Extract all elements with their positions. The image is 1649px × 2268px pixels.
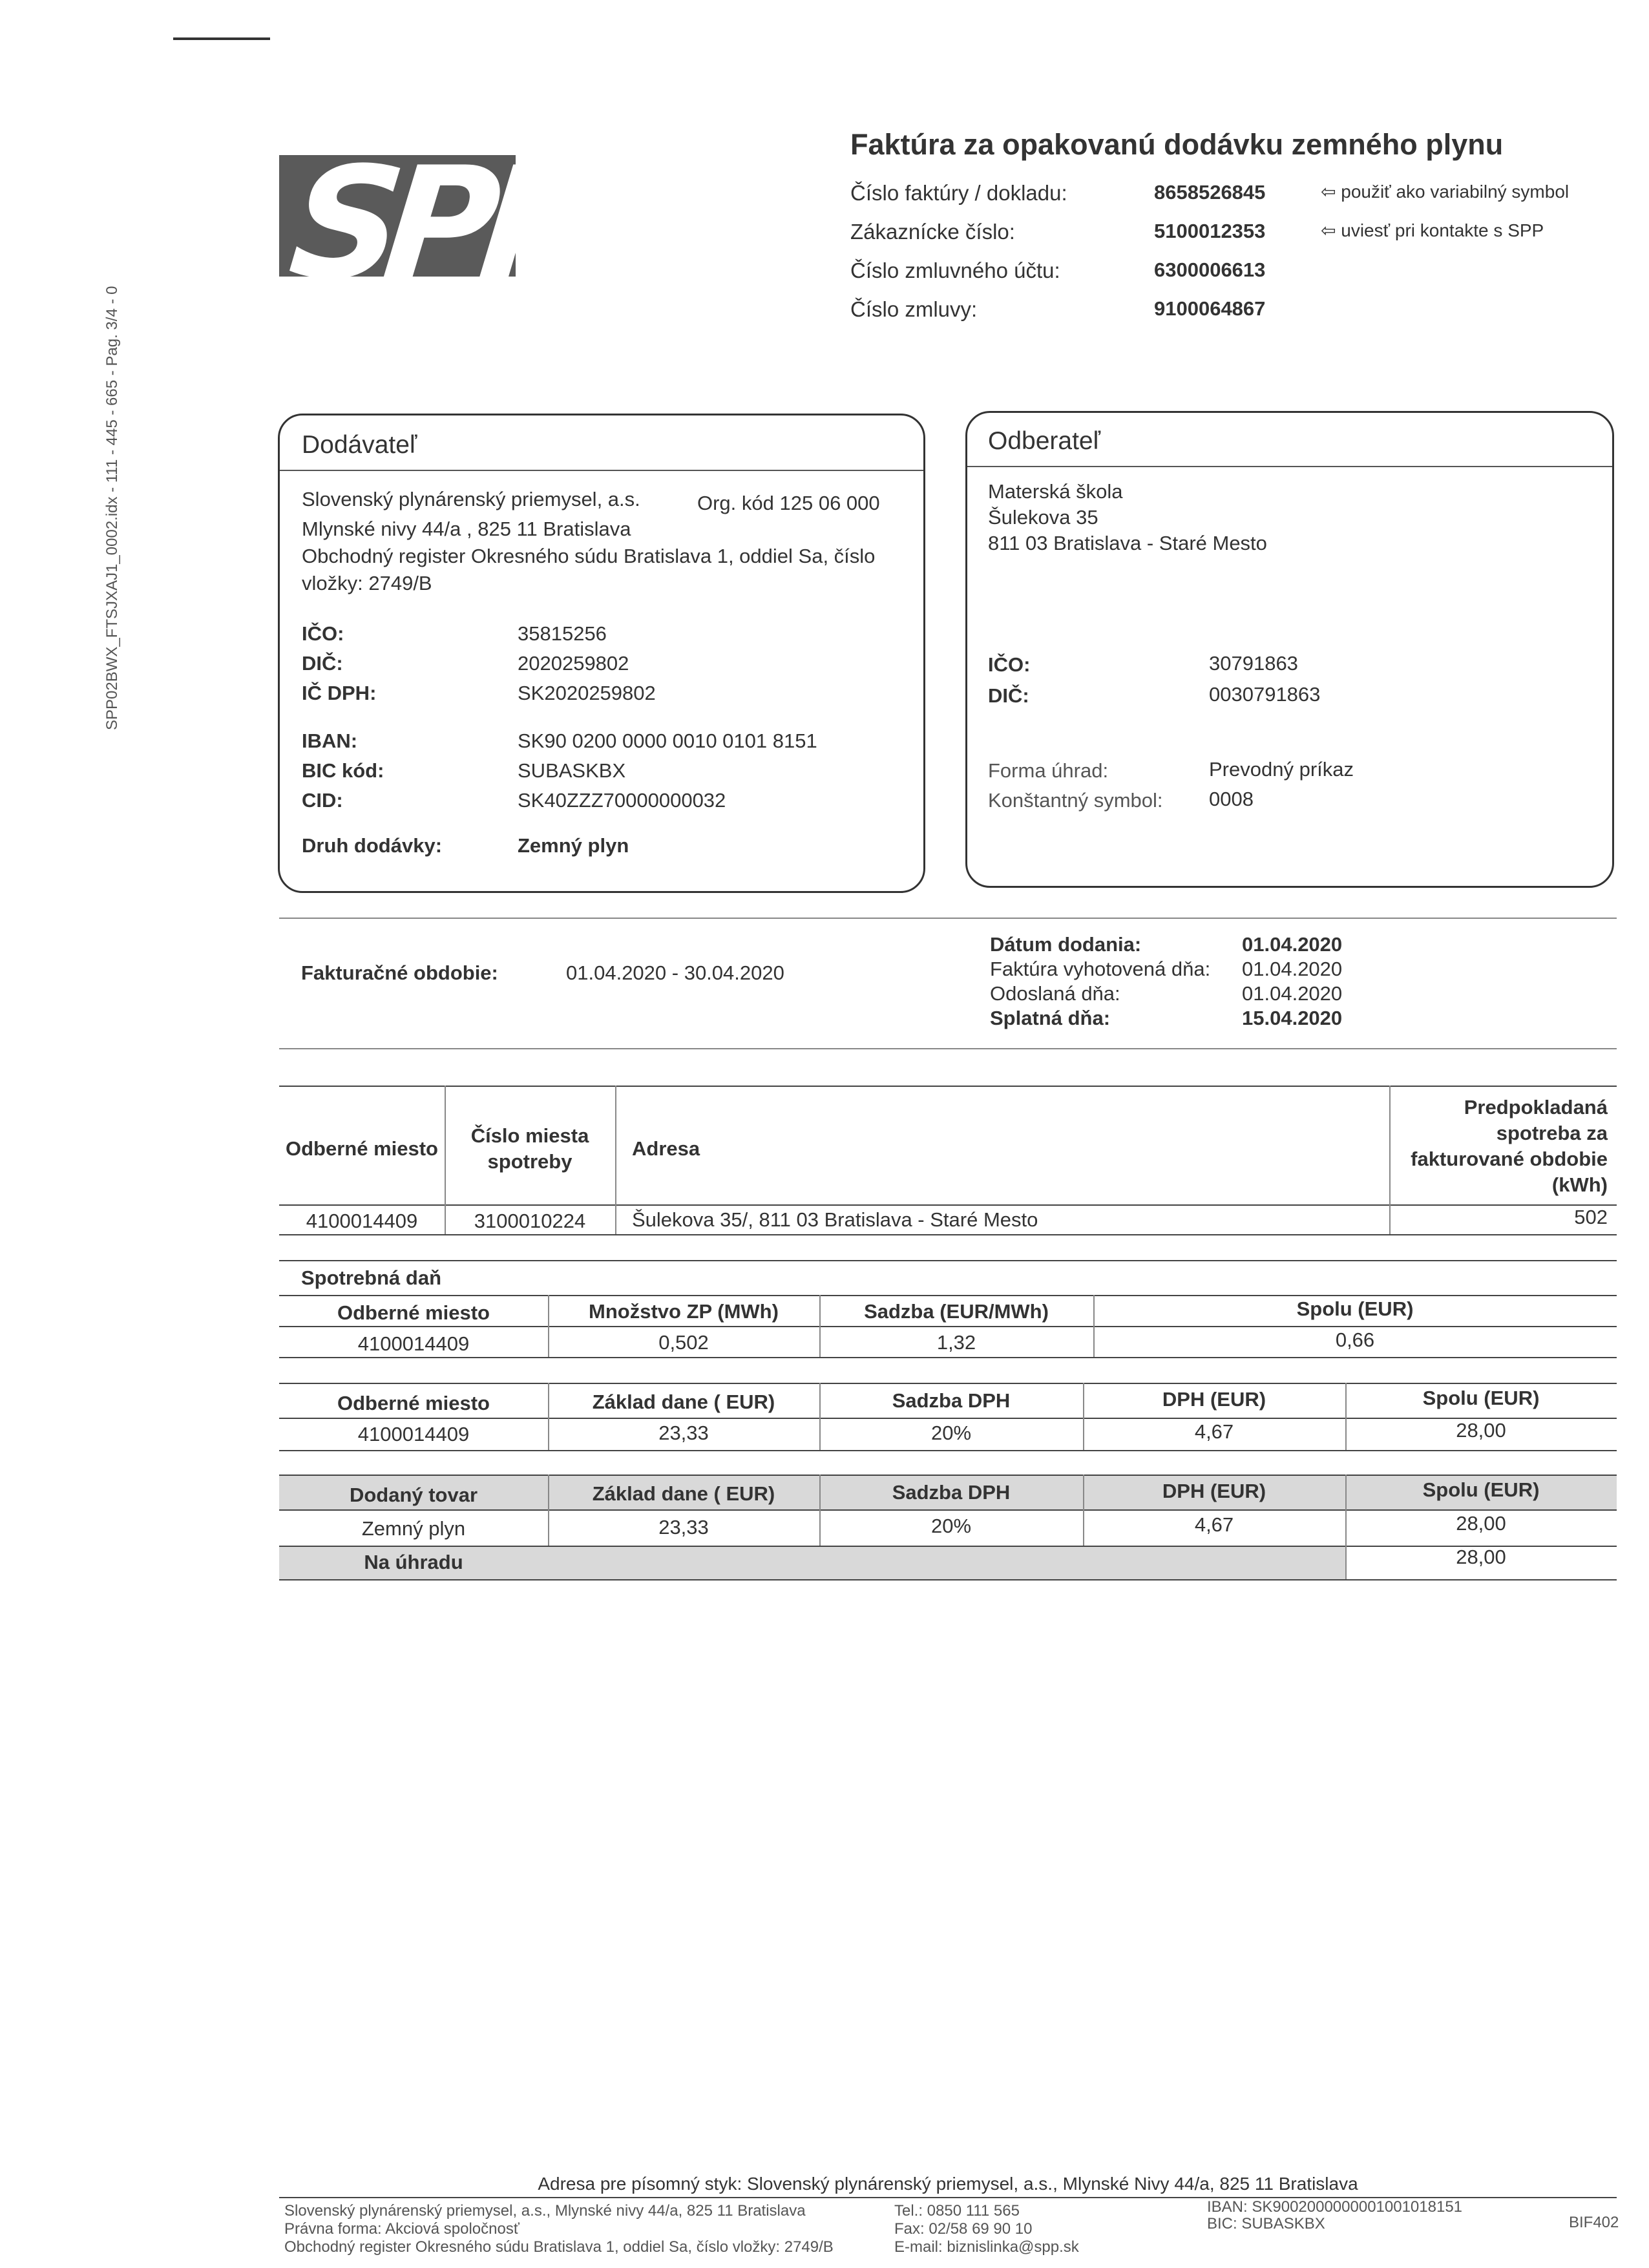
sent-date-label: Odoslaná dňa:	[990, 982, 1120, 1005]
footer-contact-address: Adresa pre písomný styk: Slovenský plynárenský priemysel, a.s., Mlynské Nivy 44/a, 825 11 Bratislava	[538, 2174, 1358, 2194]
excise-header-rule	[279, 1326, 1617, 1327]
excise-table	[279, 1260, 1617, 1357]
goods-header-total: Spolu (EUR)	[1422, 1478, 1540, 1501]
side-print-code: SPP02BWX_FTSJXAJ1_0002.idx - 111 - 445 - 665 - Pag. 3/4 - 0	[103, 286, 121, 730]
goods-row-item: Zemný plyn	[361, 1517, 466, 1540]
footer-register: Obchodný register Okresného súdu Bratislava 1, oddiel Sa, číslo vložky: 2749/B	[284, 2238, 834, 2256]
supplier-ico-label: IČO:	[302, 622, 344, 645]
invoice-title: Faktúra za opakovanú dodávku zemného plynu	[850, 128, 1504, 161]
customer-heading: Odberateľ	[988, 427, 1100, 455]
supplier-iban: SK90 0200 0000 0010 0101 8151	[518, 730, 817, 752]
excise-bottom-rule	[279, 1357, 1617, 1358]
excise-header-place: Odberné miesto	[337, 1301, 490, 1324]
supplier-box	[278, 414, 925, 893]
consumption-bottom-rule	[279, 1234, 1617, 1235]
goods-top-rule	[279, 1475, 1617, 1476]
supplier-dic-label: DIČ:	[302, 652, 343, 675]
consumption-row-number: 3100010224	[474, 1210, 586, 1232]
footer-iban: IBAN: SK9002000000001001018151	[1207, 2198, 1463, 2216]
period-bottom-rule	[279, 1048, 1617, 1049]
supplier-ico: 35815256	[518, 622, 607, 645]
supplier-address: Mlynské nivy 44/a , 825 11 Bratislava	[302, 518, 631, 540]
period-top-rule	[279, 918, 1617, 919]
vat-top-rule	[279, 1383, 1617, 1384]
supplier-bic-label: BIC kód:	[302, 759, 384, 782]
top-mark-line	[173, 37, 270, 40]
footer-bic: BIC: SUBASKBX	[1207, 2215, 1325, 2232]
issued-date-value: 01.04.2020	[1242, 958, 1343, 980]
supplier-cid: SK40ZZZ70000000032	[518, 789, 726, 812]
customer-dic-label: DIČ:	[988, 684, 1029, 707]
contract-account-value: 6300006613	[1154, 258, 1266, 281]
contract-number-label: Číslo zmluvy:	[850, 297, 978, 321]
excise-title: Spotrebná daň	[301, 1266, 442, 1289]
vat-header-total: Spolu (EUR)	[1422, 1387, 1540, 1409]
supplier-bic: SUBASKBX	[518, 759, 626, 782]
footer-fax: Fax: 02/58 69 90 10	[894, 2220, 1033, 2238]
delivery-date-label: Dátum dodania:	[990, 933, 1142, 956]
customer-number-label: Zákaznícke číslo:	[850, 220, 1015, 244]
consumption-top-rule	[279, 1086, 1617, 1087]
consumption-header-number-2: spotreby	[487, 1150, 572, 1173]
vat-row-total: 28,00	[1456, 1419, 1506, 1442]
goods-bottom-rule	[279, 1579, 1617, 1580]
excise-row-rate: 1,32	[936, 1331, 976, 1354]
goods-header-rule	[279, 1509, 1617, 1511]
consumption-row-estimate: 502	[1574, 1206, 1608, 1228]
excise-header-quantity: Množstvo ZP (MWh)	[589, 1300, 779, 1323]
vat-row-rate: 20%	[930, 1422, 972, 1444]
spp-logo	[279, 134, 587, 313]
footer-company: Slovenský plynárenský priemysel, a.s., Mlynské nivy 44/a, 825 11 Bratislava	[284, 2202, 806, 2220]
excise-row-total: 0,66	[1335, 1328, 1375, 1351]
customer-city: 811 03 Bratislava - Staré Mesto	[988, 532, 1267, 554]
amount-due-label: Na úhradu	[364, 1551, 463, 1573]
supplier-name: Slovenský plynárenský priemysel, a.s.	[302, 488, 640, 510]
consumption-header-number-1: Číslo miesta	[470, 1124, 589, 1147]
amount-due-value: 28,00	[1456, 1546, 1506, 1568]
goods-row-rate: 20%	[930, 1515, 972, 1537]
supplier-register-line1: Obchodný register Okresného súdu Bratislava 1, oddiel Sa, číslo	[302, 545, 876, 567]
vat-row-vat: 4,67	[1194, 1420, 1234, 1443]
customer-ico-label: IČO:	[988, 653, 1031, 676]
goods-table	[279, 1475, 1617, 1582]
customer-payment-value: Prevodný príkaz	[1209, 758, 1354, 781]
goods-header-vat: DPH (EUR)	[1162, 1480, 1266, 1502]
vat-header-vat: DPH (EUR)	[1162, 1388, 1266, 1411]
consumption-header-estimate-4: (kWh)	[1551, 1173, 1608, 1196]
supplier-icdph-label: IČ DPH:	[302, 682, 377, 704]
supplier-delivery-label: Druh dodávky:	[302, 834, 443, 857]
vat-bottom-rule	[279, 1450, 1617, 1451]
consumption-table	[279, 1086, 1617, 1241]
billing-period-value: 01.04.2020 - 30.04.2020	[566, 961, 784, 984]
supplier-heading-divider	[280, 470, 923, 471]
vat-header-rate: Sadzba DPH	[892, 1389, 1011, 1412]
invoice-number-label: Číslo faktúry / dokladu:	[850, 181, 1067, 205]
consumption-header-place: Odberné miesto	[286, 1137, 438, 1160]
customer-payment-label: Forma úhrad:	[988, 759, 1109, 782]
issued-date-label: Faktúra vyhotovená dňa:	[990, 958, 1211, 980]
contract-number-value: 9100064867	[1154, 297, 1266, 320]
vat-row-base: 23,33	[658, 1422, 709, 1444]
goods-header-rate: Sadzba DPH	[892, 1481, 1011, 1504]
customer-constant-symbol-label: Konštantný symbol:	[988, 789, 1163, 812]
consumption-col-divider-2	[615, 1086, 616, 1234]
billing-period-label: Fakturačné obdobie:	[301, 961, 498, 984]
supplier-heading: Dodávateľ	[302, 431, 417, 459]
supplier-delivery-value: Zemný plyn	[518, 834, 629, 857]
sent-date-value: 01.04.2020	[1242, 982, 1343, 1005]
supplier-register-line2: vložky: 2749/B	[302, 572, 432, 594]
delivery-date-value: 01.04.2020	[1242, 933, 1343, 956]
consumption-header-estimate-2: spotreba za	[1496, 1122, 1608, 1144]
supplier-iban-label: IBAN:	[302, 730, 358, 752]
vat-table	[279, 1383, 1617, 1454]
goods-row-total: 28,00	[1456, 1512, 1506, 1535]
customer-constant-symbol: 0008	[1209, 788, 1254, 810]
customer-heading-divider	[967, 466, 1612, 467]
excise-row-quantity: 0,502	[658, 1331, 709, 1354]
consumption-header-address: Adresa	[632, 1137, 700, 1160]
invoice-number-note: ⇦ použiť ako variabilný symbol	[1321, 182, 1570, 202]
excise-row-place: 4100014409	[357, 1332, 470, 1355]
contract-account-label: Číslo zmluvného účtu:	[850, 258, 1060, 282]
customer-ico: 30791863	[1209, 652, 1298, 675]
customer-dic: 0030791863	[1209, 683, 1321, 706]
customer-street: Šulekova 35	[988, 506, 1098, 529]
invoice-number-value: 8658526845	[1154, 181, 1266, 204]
customer-name: Materská škola	[988, 480, 1123, 503]
supplier-dic: 2020259802	[518, 652, 629, 675]
footer-form-code: BIF402	[1569, 2214, 1619, 2231]
supplier-org-code: Org. kód 125 06 000	[697, 492, 880, 514]
footer-email: E-mail: biznislinka@spp.sk	[894, 2238, 1079, 2256]
customer-number-value: 5100012353	[1154, 220, 1266, 242]
goods-row-base: 23,33	[658, 1516, 709, 1538]
footer-legal-form: Právna forma: Akciová spoločnosť	[284, 2220, 520, 2238]
customer-box	[965, 411, 1614, 888]
excise-header-total: Spolu (EUR)	[1296, 1297, 1414, 1320]
excise-title-rule	[279, 1295, 1617, 1296]
due-date-label: Splatná dňa:	[990, 1007, 1111, 1029]
customer-number-note: ⇦ uviesť pri kontakte s SPP	[1321, 220, 1544, 240]
goods-row-vat: 4,67	[1194, 1513, 1234, 1536]
vat-row-place: 4100014409	[357, 1423, 470, 1445]
footer-phone: Tel.: 0850 111 565	[894, 2202, 1020, 2220]
due-date-value: 15.04.2020	[1242, 1007, 1343, 1029]
vat-header-place: Odberné miesto	[337, 1392, 490, 1414]
supplier-icdph: SK2020259802	[518, 682, 656, 704]
consumption-header-estimate-3: fakturované obdobie	[1411, 1148, 1608, 1170]
goods-header-base: Základ dane ( EUR)	[592, 1482, 775, 1505]
spp-logo-text: SPP	[282, 134, 587, 313]
vat-header-base: Základ dane ( EUR)	[592, 1391, 775, 1413]
goods-header-item: Dodaný tovar	[349, 1484, 478, 1506]
supplier-cid-label: CID:	[302, 789, 343, 812]
consumption-header-estimate-1: Predpokladaná	[1464, 1096, 1608, 1118]
excise-top-rule	[279, 1260, 1617, 1261]
consumption-row-address: Šulekova 35/, 811 03 Bratislava - Staré Mesto	[632, 1208, 1038, 1231]
excise-header-rate: Sadzba (EUR/MWh)	[864, 1300, 1049, 1323]
consumption-row-place: 4100014409	[306, 1210, 418, 1232]
